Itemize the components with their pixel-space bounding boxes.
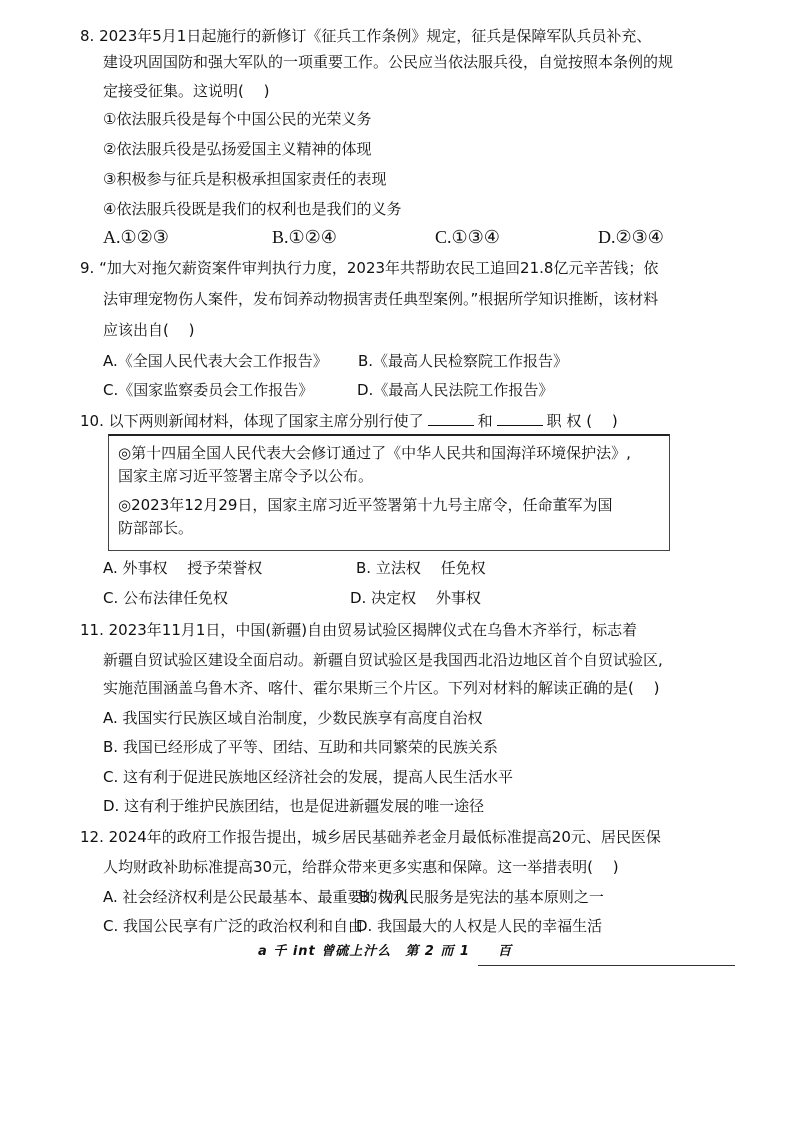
q12-stem-line: 人均财政补助标准提高30元，给群众带来更多实惠和保障。这一举措表明( ) [103,858,619,876]
q8-option-b: B.①②④ [272,227,337,247]
q11-stem-line: 11. 2023年11月1日，中国(新疆)自由贸易试验区揭牌仪式在乌鲁木齐举行，标志着 [80,621,638,639]
q11-stem-line: 实施范围涵盖乌鲁木齐、喀什、霍尔果斯三个片区。下列对材料的解读正确的是( ) [103,679,660,697]
q11-option-a: A. 我国实行民族区域自治制度，少数民族享有高度自治权 [103,709,483,727]
q11-option-b: B. 我国已经形成了平等、团结、互助和共同繁荣的民族关系 [103,738,498,756]
q9-option-c: C.《国家监察委员会工作报告》 [103,381,314,399]
q8-stem-line: 定接受征集。这说明( ) [103,82,270,100]
q10-stem-b: 和 [477,412,493,430]
q10-material-line: ◎第十四届全国人民代表大会修订通过了《中华人民共和国海洋环境保护法》, [118,444,631,462]
answer-blank [428,411,474,426]
q9-option-a: A.《全国人民代表大会工作报告》 [103,352,328,370]
q10-stem-c: 职 权 ( ) [546,412,618,430]
q8-stem-line: 建设巩固国防和强大军队的一项重要工作。公民应当依法服兵役，自觉按照本条例的规 [103,53,674,71]
q12-stem-line: 12. 2024年的政府工作报告提出，城乡居民基础养老金月最低标准提高20元、居民医保 [80,828,661,846]
q12-option-d: D. 我国最大的人权是人民的幸福生活 [356,917,603,935]
q8-statement: ③积极参与征兵是积极承担国家责任的表现 [103,170,387,188]
q11-option-d: D. 这有利于维护民族团结，也是促进新疆发展的唯一途径 [103,797,485,815]
footer-rule [478,965,735,966]
q8-stem-line: 8. 2023年5月1日起施行的新修订《征兵工作条例》规定，征兵是保障军队兵员补充、 [80,27,652,45]
q9-stem-line: 9. “加大对拖欠薪资案件审判执行力度，2023年共帮助农民工追回21.8亿元辛苦钱；依 [80,259,659,277]
q10-stem-a: 10. 以下两则新闻材料，体现了国家主席分别行使了 [80,412,424,430]
q9-option-b: B.《最高人民检察院工作报告》 [358,352,569,370]
q9-stem-line: 应该出自( ) [103,321,195,339]
page-footer: a 千 int 曾硫上汁么 第 2 而 1 百 [258,944,512,959]
q10-material-line: 国家主席习近平签署主席令予以公布。 [118,467,374,485]
q9-stem-line: 法审理宠物伤人案件，发布饲养动物损害责任典型案例。”根据所学知识推断，该材料 [103,290,659,308]
q9-option-d: D.《最高人民法院工作报告》 [357,381,554,399]
q11-stem-line: 新疆自贸试验区建设全面启动。新疆自贸试验区是我国西北沿边地区首个自贸试验区, [103,651,663,669]
q8-statement: ①依法服兵役是每个中国公民的光荣义务 [103,110,372,128]
q10-option-a: A. 外事权 授予荣誉权 [103,559,263,577]
q8-option-d: D.②③④ [598,227,664,247]
q10-option-d: D. 决定权 外事权 [350,589,481,607]
q12-option-b: B. 为人民服务是宪法的基本原则之一 [359,888,604,906]
q11-option-c: C. 这有利于促进民族地区经济社会的发展，提高人民生活水平 [103,768,514,786]
q8-option-c: C.①③④ [435,227,500,247]
q8-option-a: A.①②③ [103,227,169,247]
q10-option-b: B. 立法权 任免权 [356,559,486,577]
q10-material-line: ◎2023年12月29日，国家主席习近平签署第十九号主席令，任命董军为国 [118,496,613,514]
q8-statement: ④依法服兵役既是我们的权利也是我们的义务 [103,200,402,218]
answer-blank [497,411,543,426]
q12-option-a: A. 社会经济权利是公民最基本、最重要的权利 [103,888,408,906]
q12-option-c: C. 我国公民享有广泛的政治权利和自由 [103,917,364,935]
q10-option-c: C. 公布法律任免权 [103,589,229,607]
q8-statement: ②依法服兵役是弘扬爱国主义精神的体现 [103,140,372,158]
q10-material-line: 防部部长。 [118,519,194,537]
q10-stem [80,411,618,431]
